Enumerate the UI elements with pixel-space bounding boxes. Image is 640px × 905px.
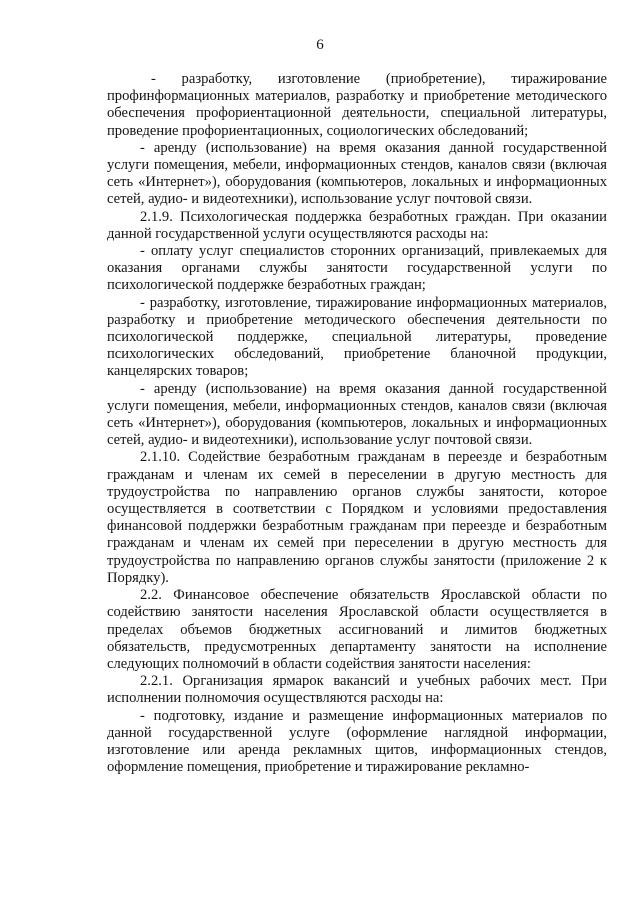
- document-body: [107, 71, 607, 776]
- paragraph: - аренду (использование) на время оказания данной государственной услуги помещения, мебели, информационных стендов, каналов связи (включая сеть «Интернет»), оборудования (компьютеров, локальных и информационных сетей, аудио- и видеотехники), использование услуг почтовой связи.: [107, 139, 607, 208]
- page-number: 6: [316, 37, 324, 53]
- paragraph: - аренду (использование) на время оказания данной государственной услуги помещения, мебели, информационных стендов, каналов связи (включая сеть «Интернет»), оборудования (компьютеров, локальных и информационных сетей, аудио- и видеотехники), использование услуг почтовой связи.: [107, 380, 607, 449]
- paragraph: 2.2.1. Организация ярмарок вакансий и учебных рабочих мест. При исполнении полномочия осуществляются расходы на:: [107, 673, 607, 707]
- paragraph: - оплату услуг специалистов сторонних организаций, привлекаемых для оказания органами службы занятости государственной услуги по психологической поддержке безработных граждан;: [107, 243, 607, 294]
- paragraph: 2.2. Финансовое обеспечение обязательств Ярославской области по содействию занятости населения Ярославской области осуществляется в пределах объемов бюджетных ассигнований и лимитов бюджетных обязательств, предусмотренных департаменту занятости на исполнение следующих полномочий в области содействия занятости населения:: [107, 587, 607, 672]
- paragraph: - разработку, изготовление (приобретение), тиражирование профинформационных материалов, разработку и приобретение методического обеспечения профориентационной деятельности, специальной литературы, проведение профориентационных, социологических обследований;: [107, 71, 607, 139]
- paragraph: - разработку, изготовление, тиражирование информационных материалов, разработку и приобретение методического обеспечения деятельности по психологической поддержке, специальной литературы, проведение психологических обследований, приобретение бланочной продукции, канцелярских товаров;: [107, 294, 607, 380]
- paragraph: 2.1.10. Содействие безработным гражданам в переезде и безработным гражданам и членам их семей в переселении в другую местность для трудоустройства по направлению органов службы занятости, которое осуществляется в соответствии с Порядком и условиями предоставления финансовой поддержки безработным гражданам при переезде и безработным гражданам и членам их семей при переселении в другую местность для трудоустройства по направлению органов службы занятости (приложение 2 к Порядку).: [107, 449, 607, 586]
- paragraph: 2.1.9. Психологическая поддержка безработных граждан. При оказании данной государственной услуги осуществляются расходы на:: [107, 208, 607, 242]
- paragraph: - подготовку, издание и размещение информационных материалов по данной государственной услуге (оформление наглядной информации, изготовление или аренда рекламных щитов, информационных стендов, оформление помещения, приобретение и тиражирование рекламно-: [107, 707, 607, 776]
